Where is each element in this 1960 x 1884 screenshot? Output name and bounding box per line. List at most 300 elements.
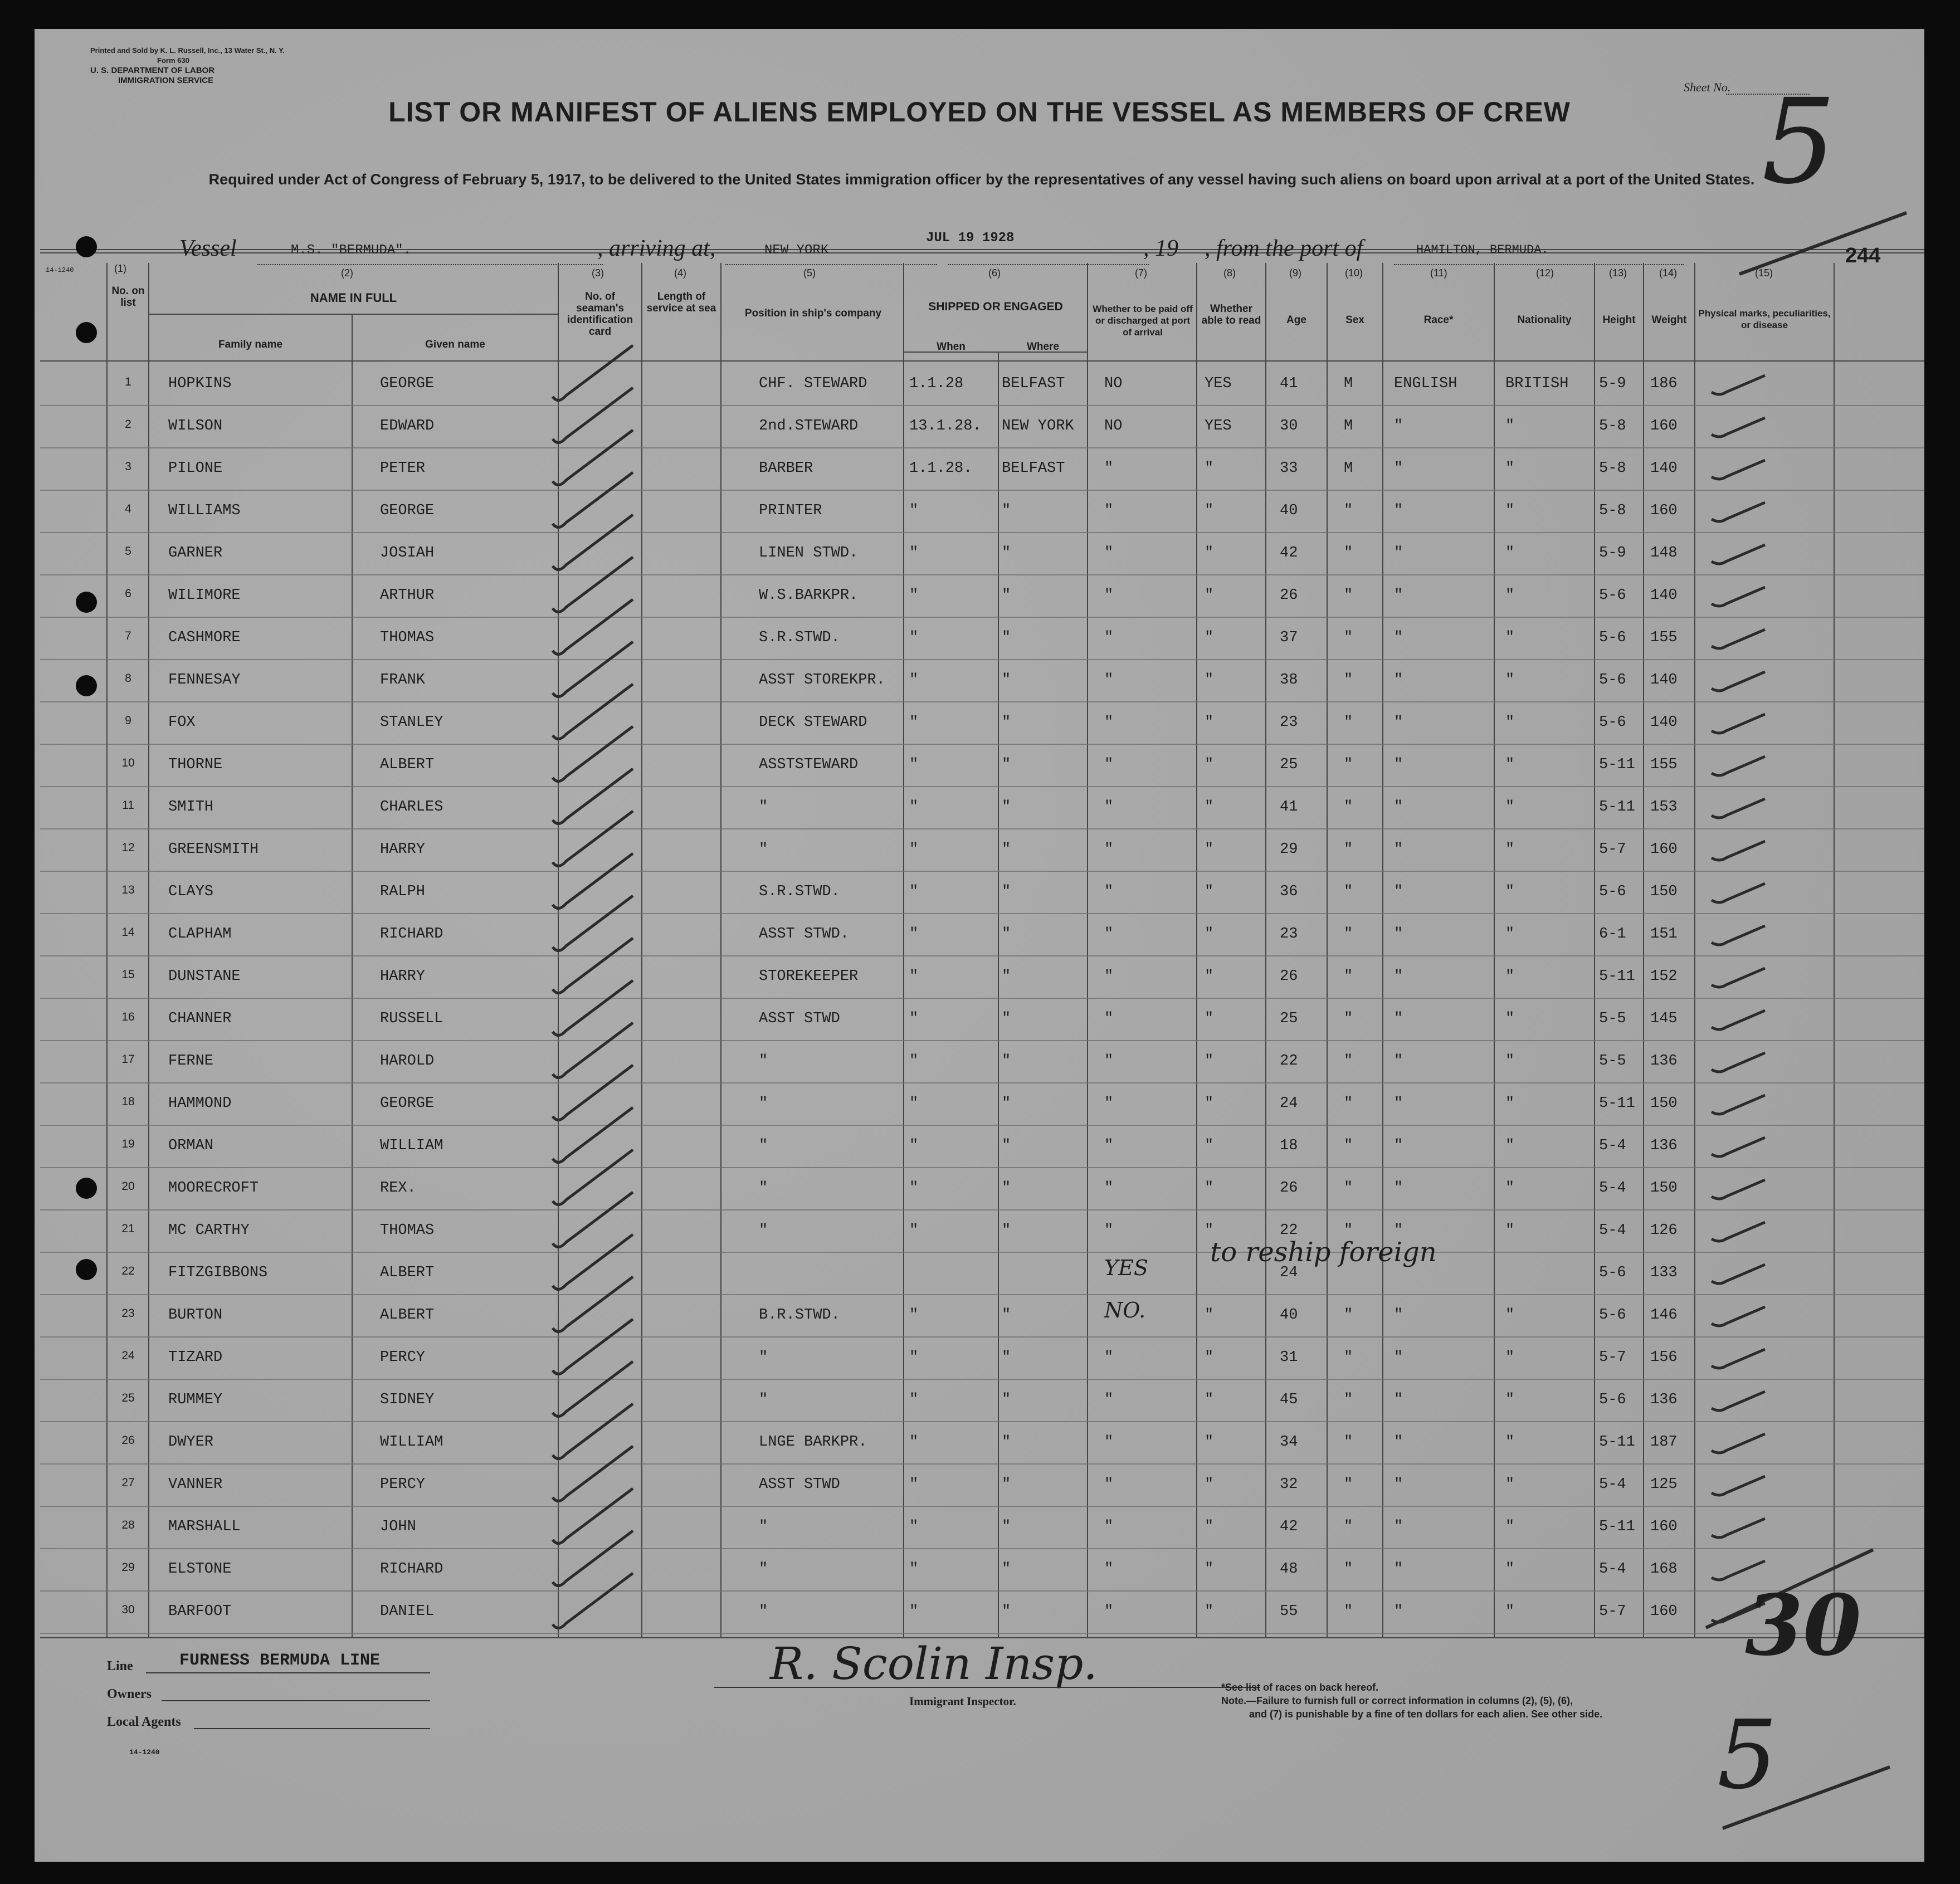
race-cell: ": [1394, 1603, 1403, 1620]
position-cell: B.R.STWD.: [759, 1307, 840, 1324]
paid-off-cell: ": [1104, 1095, 1114, 1112]
given-name-cell: GEORGE: [380, 1095, 435, 1112]
able-to-read-cell: ": [1205, 1519, 1214, 1535]
department-name: U. S. DEPARTMENT OF LABOR: [90, 66, 215, 75]
binder-hole: [76, 236, 97, 257]
given-name-cell: PETER: [380, 460, 426, 477]
race-cell: ": [1394, 418, 1403, 435]
weight-cell: 148: [1650, 545, 1678, 562]
height-cell: 5-9: [1599, 375, 1626, 392]
shipped-when-cell: ": [909, 1392, 919, 1408]
paid-off-cell: ": [1104, 502, 1114, 519]
paid-off-cell: NO: [1104, 418, 1123, 435]
height-cell: 5-11: [1599, 1434, 1635, 1451]
able-to-read-cell: ": [1205, 1476, 1214, 1493]
physical-marks-check: [1712, 1307, 1765, 1326]
physical-marks-check: [1712, 884, 1765, 902]
shipped-when-cell: ": [909, 1053, 919, 1070]
shipped-where-cell: ": [1002, 1349, 1011, 1366]
race-cell: ": [1394, 1095, 1403, 1112]
col-number-13: (13): [1609, 267, 1627, 279]
weight-cell: 152: [1650, 968, 1678, 985]
shipped-where-cell: ": [1002, 629, 1011, 646]
given-name-cell: JOSIAH: [380, 545, 435, 562]
sex-cell: ": [1344, 841, 1353, 858]
age-cell: 26: [1280, 1180, 1298, 1197]
row-number-cell: 9: [125, 714, 131, 727]
paid-off-cell: ": [1104, 1476, 1114, 1493]
nationality-cell: ": [1505, 968, 1515, 985]
sheet-number-label: Sheet No.: [1684, 80, 1731, 94]
race-cell: ": [1394, 1011, 1403, 1027]
given-name-cell: THOMAS: [380, 629, 435, 646]
shipped-when-cell: ": [909, 714, 919, 731]
weight-cell: 160: [1650, 1519, 1678, 1535]
sex-cell: ": [1344, 545, 1353, 562]
family-name-cell: HAMMOND: [168, 1095, 232, 1112]
able-to-read-cell: ": [1205, 1222, 1214, 1239]
position-cell: DECK STEWARD: [759, 714, 867, 731]
shipped-where-cell: ": [1002, 1222, 1011, 1239]
sex-cell: ": [1344, 1519, 1353, 1535]
position-cell: ": [759, 1519, 768, 1535]
nationality-cell: ": [1505, 1222, 1515, 1239]
weight-cell: 140: [1650, 714, 1678, 731]
physical-marks-check: [1712, 629, 1765, 648]
weight-cell: 140: [1650, 587, 1678, 604]
able-to-read-cell: ": [1205, 672, 1214, 689]
from-port: HAMILTON, BERMUDA.: [1416, 243, 1549, 257]
height-cell: 5-5: [1599, 1053, 1626, 1070]
given-name-cell: WILLIAM: [380, 1434, 443, 1451]
position-cell: ASST STOREKPR.: [759, 672, 885, 689]
race-cell: ": [1394, 1392, 1403, 1408]
physical-marks-check: [1712, 587, 1765, 606]
position-cell: PRINTER: [759, 502, 822, 519]
sex-cell: ": [1344, 1138, 1353, 1154]
able-to-read-cell: ": [1205, 884, 1214, 900]
family-name-cell: ELSTONE: [168, 1561, 232, 1578]
age-cell: 41: [1280, 375, 1298, 392]
weight-cell: 186: [1650, 375, 1678, 392]
header-age: Age: [1286, 314, 1306, 326]
race-cell: ": [1394, 884, 1403, 900]
given-name-cell: PERCY: [380, 1349, 426, 1366]
nationality-cell: ": [1505, 672, 1515, 689]
weight-cell: 160: [1650, 418, 1678, 435]
arriving-label: , arriving at,: [597, 236, 716, 261]
paid-off-cell: ": [1104, 714, 1114, 731]
paid-off-cell: ": [1104, 629, 1114, 646]
weight-cell: 168: [1650, 1561, 1678, 1578]
col-number-2: (2): [341, 267, 353, 279]
sex-cell: ": [1344, 502, 1353, 519]
sex-cell: ": [1344, 1180, 1353, 1197]
line-label: Line: [107, 1659, 133, 1673]
age-cell: 33: [1280, 460, 1298, 477]
able-to-read-cell: ": [1205, 799, 1214, 816]
height-cell: 5-11: [1599, 799, 1635, 816]
nationality-cell: ": [1505, 926, 1515, 943]
row-number-cell: 6: [125, 587, 131, 600]
sex-cell: ": [1344, 926, 1353, 943]
row-number-cell: 10: [121, 756, 135, 769]
race-cell: ": [1394, 968, 1403, 985]
col-number-4: (4): [674, 267, 686, 279]
race-cell: ": [1394, 1561, 1403, 1578]
race-cell: ": [1394, 545, 1403, 562]
shipped-where-cell: ": [1002, 1138, 1011, 1154]
shipped-when-cell: ": [909, 1011, 919, 1027]
paid-off-cell: ": [1104, 1222, 1114, 1239]
age-cell: 23: [1280, 714, 1298, 731]
family-name-cell: CASHMORE: [168, 629, 241, 646]
physical-marks-check: [1712, 1138, 1765, 1156]
paid-off-cell: ": [1104, 1392, 1114, 1408]
races-note: *See list of races on back hereof.: [1221, 1682, 1379, 1693]
given-name-cell: HARRY: [380, 841, 426, 858]
sheet-top-strike-line: [1739, 213, 1907, 274]
able-to-read-cell: ": [1205, 841, 1214, 858]
height-cell: 5-8: [1599, 418, 1626, 435]
family-name-cell: MC CARTHY: [168, 1222, 250, 1239]
nationality-cell: ": [1505, 714, 1515, 731]
physical-marks-check: [1712, 1392, 1765, 1410]
shipped-where-cell: ": [1002, 1476, 1011, 1493]
given-name-cell: ALBERT: [380, 756, 435, 773]
shipped-where-cell: ": [1002, 545, 1011, 562]
owners-underline: [162, 1700, 430, 1701]
position-cell: S.R.STWD.: [759, 629, 840, 646]
family-name-cell: FENNESAY: [168, 672, 241, 689]
weight-cell: 125: [1650, 1476, 1678, 1493]
shipped-when-cell: ": [909, 502, 919, 519]
age-cell: 24: [1280, 1265, 1298, 1281]
position-cell: LNGE BARKPR.: [759, 1434, 867, 1451]
position-cell: ": [759, 799, 768, 816]
col-number-15: (15): [1755, 267, 1773, 279]
height-cell: 5-6: [1599, 1392, 1626, 1408]
weight-cell: 126: [1650, 1222, 1678, 1239]
agents-label: Local Agents: [107, 1715, 181, 1729]
given-name-cell: CHARLES: [380, 799, 443, 816]
paid-off-cell: ": [1104, 841, 1114, 858]
age-cell: 55: [1280, 1603, 1298, 1620]
physical-marks-check: [1712, 756, 1765, 775]
given-name-cell: WILLIAM: [380, 1138, 443, 1154]
header-position: Position in ship's company: [744, 308, 882, 319]
weight-cell: 150: [1650, 1095, 1678, 1112]
weight-cell: 145: [1650, 1011, 1678, 1027]
height-cell: 5-9: [1599, 545, 1626, 562]
family-name-cell: GREENSMITH: [168, 841, 259, 858]
physical-marks-check: [1712, 545, 1765, 564]
nationality-cell: ": [1505, 418, 1515, 435]
physical-marks-check: [1712, 1222, 1765, 1241]
shipped-when-cell: ": [909, 1349, 919, 1366]
nationality-cell: ": [1505, 587, 1515, 604]
given-name-cell: THOMAS: [380, 1222, 435, 1239]
page-title: LIST OR MANIFEST OF ALIENS EMPLOYED ON THE VESSEL AS MEMBERS OF CREW: [388, 96, 1571, 128]
given-name-cell: HAROLD: [380, 1053, 435, 1070]
age-cell: 25: [1280, 756, 1298, 773]
position-cell: 2nd.STEWARD: [759, 418, 859, 435]
physical-marks-check: [1712, 418, 1765, 437]
nationality-cell: ": [1505, 1476, 1515, 1493]
weight-cell: 140: [1650, 672, 1678, 689]
race-cell: ENGLISH: [1394, 375, 1457, 392]
race-cell: ": [1394, 1053, 1403, 1070]
nationality-cell: ": [1505, 1180, 1515, 1197]
physical-marks-check: [1712, 1519, 1765, 1538]
header-when: When: [937, 341, 966, 353]
able-to-read-cell: ": [1205, 1307, 1214, 1324]
shipped-where-cell: ": [1002, 1392, 1011, 1408]
paid-off-cell: ": [1104, 545, 1114, 562]
nationality-cell: ": [1505, 502, 1515, 519]
row-number-cell: 19: [121, 1138, 135, 1150]
age-cell: 25: [1280, 1011, 1298, 1027]
able-to-read-cell: ": [1205, 1349, 1214, 1366]
physical-marks-check: [1712, 926, 1765, 945]
position-cell: ": [759, 1349, 768, 1366]
row22-handwritten-note: to reship foreign: [1210, 1237, 1437, 1268]
nationality-cell: ": [1505, 1434, 1515, 1451]
sex-cell: ": [1344, 1603, 1353, 1620]
row-number-cell: 23: [121, 1307, 135, 1320]
family-name-cell: FERNE: [168, 1053, 214, 1070]
shipped-where-cell: ": [1002, 1095, 1011, 1112]
shipped-where-cell: ": [1002, 968, 1011, 985]
col-number-5: (5): [803, 267, 816, 279]
shipped-where-cell: ": [1002, 884, 1011, 900]
shipped-where-cell: ": [1002, 1053, 1011, 1070]
sex-cell: ": [1344, 1349, 1353, 1366]
paid-off-cell: ": [1104, 1138, 1114, 1154]
nationality-cell: ": [1505, 1095, 1515, 1112]
height-cell: 5-6: [1599, 587, 1626, 604]
shipped-where-cell: ": [1002, 672, 1011, 689]
row-number-cell: 12: [121, 841, 135, 854]
height-cell: 5-6: [1599, 714, 1626, 731]
shipped-where-cell: ": [1002, 1519, 1011, 1535]
shipped-where-cell: NEW YORK: [1002, 418, 1074, 435]
shipped-where-cell: ": [1002, 502, 1011, 519]
race-cell: ": [1394, 1138, 1403, 1154]
publisher-line: Printed and Sold by K. L. Russell, Inc., 13 Water St., N. Y.: [90, 46, 285, 55]
sex-cell: ": [1344, 1011, 1353, 1027]
given-name-cell: HARRY: [380, 968, 426, 985]
height-cell: 5-6: [1599, 672, 1626, 689]
col-number-3: (3): [592, 267, 604, 279]
sex-cell: ": [1344, 672, 1353, 689]
paid-off-cell: ": [1104, 460, 1114, 477]
list-number: 244: [1845, 244, 1881, 267]
age-cell: 24: [1280, 1095, 1298, 1112]
race-cell: ": [1394, 1519, 1403, 1535]
able-to-read-cell: ": [1205, 1053, 1214, 1070]
physical-marks-check: [1712, 1434, 1765, 1453]
row-number-cell: 5: [125, 545, 131, 558]
sex-cell: ": [1344, 1434, 1353, 1451]
shipped-when-cell: 1.1.28.: [909, 460, 973, 477]
paid-off-cell: ": [1104, 1561, 1114, 1578]
vessel-name: M.S. "BERMUDA".: [291, 243, 412, 258]
shipped-when-cell: ": [909, 629, 919, 646]
binder-hole: [76, 1259, 97, 1280]
col-number-8: (8): [1223, 267, 1236, 279]
age-cell: 48: [1280, 1561, 1298, 1578]
family-name-cell: FITZGIBBONS: [168, 1265, 268, 1281]
weight-cell: 146: [1650, 1307, 1678, 1324]
race-cell: ": [1394, 714, 1403, 731]
shipped-where-cell: ": [1002, 587, 1011, 604]
weight-cell: 136: [1650, 1392, 1678, 1408]
race-cell: ": [1394, 1307, 1403, 1324]
family-name-cell: CHANNER: [168, 1011, 232, 1027]
able-to-read-cell: ": [1205, 1561, 1214, 1578]
sex-cell: ": [1344, 1392, 1353, 1408]
service-name: IMMIGRATION SERVICE: [118, 76, 214, 85]
paid-off-cell: ": [1104, 1349, 1114, 1366]
given-name-cell: FRANK: [380, 672, 426, 689]
paid-off-cell: ": [1104, 1603, 1114, 1620]
shipped-where-cell: ": [1002, 1561, 1011, 1578]
form-number: Form 630: [157, 56, 189, 65]
age-cell: 42: [1280, 1519, 1298, 1535]
shipped-when-cell: ": [909, 1095, 919, 1112]
col-number-6: (6): [988, 267, 1001, 279]
given-name-cell: SIDNEY: [380, 1392, 435, 1408]
family-name-cell: CLAPHAM: [168, 926, 232, 943]
row-number-cell: 18: [121, 1095, 135, 1108]
weight-cell: 136: [1650, 1138, 1678, 1154]
paid-off-cell: ": [1104, 1180, 1114, 1197]
footer-form-code: 14-1240: [129, 1748, 160, 1756]
shipped-when-cell: ": [909, 1222, 919, 1239]
physical-marks-check: [1712, 460, 1765, 479]
race-cell: ": [1394, 502, 1403, 519]
physical-marks-check: [1712, 502, 1765, 521]
family-name-cell: MARSHALL: [168, 1519, 241, 1535]
weight-cell: 150: [1650, 1180, 1678, 1197]
given-name-cell: RALPH: [380, 884, 426, 900]
col-number-1: (1): [114, 263, 126, 274]
family-name-cell: BARFOOT: [168, 1603, 232, 1620]
nationality-cell: ": [1505, 1519, 1515, 1535]
page-subtitle: Required under Act of Congress of February 5, 1917, to be delivered to the United States immigration officer by the representatives of any vessel having such aliens on board upon arrival at a port of the United States.: [208, 171, 1755, 188]
nationality-cell: ": [1505, 1392, 1515, 1408]
shipped-where-cell: ": [1002, 1180, 1011, 1197]
header-weight: Weight: [1651, 314, 1687, 326]
position-cell: BARBER: [759, 460, 813, 477]
paid-off-cell: NO.: [1104, 1298, 1146, 1322]
header-race: Race*: [1423, 314, 1454, 326]
header-given-name: Given name: [425, 339, 485, 350]
position-cell: ASSTSTEWARD: [759, 756, 859, 773]
race-cell: ": [1394, 1222, 1403, 1239]
given-name-cell: RICHARD: [380, 1561, 443, 1578]
able-to-read-cell: ": [1205, 714, 1214, 731]
paid-off-cell: ": [1104, 884, 1114, 900]
binder-hole: [76, 1178, 97, 1199]
row-number-cell: 24: [121, 1349, 135, 1362]
sheet-mark-top: 5: [1762, 74, 1836, 210]
position-cell: ASST STWD.: [759, 926, 850, 943]
shipped-when-cell: ": [909, 1138, 919, 1154]
nationality-cell: ": [1505, 1561, 1515, 1578]
header-where: Where: [1026, 341, 1060, 353]
weight-cell: 150: [1650, 884, 1678, 900]
position-cell: ": [759, 1603, 768, 1620]
age-cell: 26: [1280, 587, 1298, 604]
row-number-cell: 2: [125, 418, 131, 431]
age-cell: 42: [1280, 545, 1298, 562]
height-cell: 5-4: [1599, 1476, 1626, 1493]
race-cell: ": [1394, 629, 1403, 646]
nationality-cell: ": [1505, 884, 1515, 900]
height-cell: 5-7: [1599, 1603, 1626, 1620]
shipped-when-cell: ": [909, 1519, 919, 1535]
given-name-cell: GEORGE: [380, 375, 435, 392]
shipped-where-cell: ": [1002, 1434, 1011, 1451]
paid-off-cell: ": [1104, 1519, 1114, 1535]
able-to-read-cell: ": [1205, 1603, 1214, 1620]
weight-cell: 155: [1650, 629, 1678, 646]
paid-off-cell: ": [1104, 672, 1114, 689]
sex-cell: M: [1344, 418, 1353, 435]
able-to-read-cell: ": [1205, 1434, 1214, 1451]
position-cell: ": [759, 1095, 768, 1112]
header-no-on-list: No. on list: [111, 285, 145, 309]
position-cell: S.R.STWD.: [759, 884, 840, 900]
row-number-cell: 25: [121, 1392, 135, 1404]
able-to-read-cell: ": [1205, 545, 1214, 562]
sheet-mark-bottom: 5: [1717, 1700, 1778, 1810]
shipped-where-cell: ": [1002, 714, 1011, 731]
shipped-when-cell: ": [909, 1307, 919, 1324]
header-id-card: No. of seaman's identification card: [567, 291, 633, 338]
position-cell: ": [759, 1053, 768, 1070]
height-cell: 5-8: [1599, 460, 1626, 477]
sex-cell: ": [1344, 884, 1353, 900]
nationality-cell: ": [1505, 841, 1515, 858]
age-cell: 18: [1280, 1138, 1298, 1154]
height-cell: 5-11: [1599, 968, 1635, 985]
physical-marks-check: [1712, 1095, 1765, 1114]
col-number-11: (11): [1430, 267, 1447, 279]
family-name-cell: RUMMEY: [168, 1392, 223, 1408]
physical-marks-check: [1712, 841, 1765, 860]
shipped-where-cell: ": [1002, 799, 1011, 816]
sex-cell: ": [1344, 714, 1353, 731]
paid-off-cell: ": [1104, 587, 1114, 604]
race-cell: ": [1394, 799, 1403, 816]
sex-cell: ": [1344, 1561, 1353, 1578]
height-cell: 5-11: [1599, 1095, 1635, 1112]
row-number-cell: 4: [125, 502, 131, 515]
age-cell: 36: [1280, 884, 1298, 900]
family-name-cell: WILSON: [168, 418, 223, 435]
family-name-cell: HOPKINS: [168, 375, 232, 392]
family-name-cell: ORMAN: [168, 1138, 214, 1154]
total-count: 30: [1745, 1576, 1861, 1675]
header-sex: Sex: [1345, 314, 1364, 326]
physical-marks-check: [1712, 1476, 1765, 1495]
weight-cell: 187: [1650, 1434, 1678, 1451]
nationality-cell: ": [1505, 1349, 1515, 1366]
weight-cell: 140: [1650, 460, 1678, 477]
